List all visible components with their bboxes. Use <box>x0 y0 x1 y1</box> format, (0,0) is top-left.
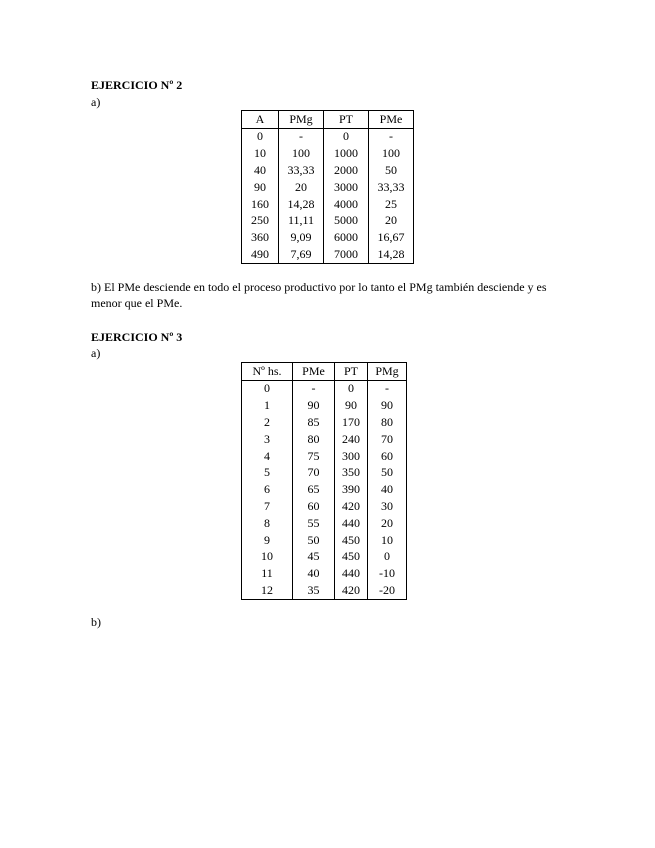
table-row <box>242 448 407 465</box>
table-cell: 4 <box>242 448 293 465</box>
table-row <box>242 213 414 230</box>
table-cell: 10 <box>242 146 279 163</box>
table-cell: 12 <box>242 582 293 599</box>
table-cell: 450 <box>335 549 368 566</box>
table-cell: 70 <box>293 465 335 482</box>
table-cell: 160 <box>242 196 279 213</box>
table-cell: 8 <box>242 515 293 532</box>
table-cell: 45 <box>293 549 335 566</box>
table-row <box>242 566 407 583</box>
table-cell: 40 <box>293 566 335 583</box>
exercise-2-table <box>241 110 414 264</box>
table-row <box>242 380 407 397</box>
table-cell: 6 <box>242 482 293 499</box>
table-cell: 20 <box>368 515 407 532</box>
exercise-2-part-a-label: a) <box>91 95 101 109</box>
table-cell: 0 <box>368 549 407 566</box>
table-cell: 350 <box>335 465 368 482</box>
table-cell: 40 <box>242 162 279 179</box>
table-row <box>242 398 407 415</box>
table-cell: 100 <box>279 146 324 163</box>
table-cell: 80 <box>293 431 335 448</box>
exercise-3-table-body <box>242 380 407 599</box>
exercise-2-title: EJERCICIO Nº 2 <box>91 78 183 92</box>
table-cell: 1 <box>242 398 293 415</box>
table-cell: 90 <box>293 398 335 415</box>
table-cell: 490 <box>242 246 279 263</box>
table-cell: 9 <box>242 532 293 549</box>
table-cell: 9,09 <box>279 230 324 247</box>
table-cell: 70 <box>368 431 407 448</box>
table-header-row <box>242 111 414 129</box>
table-cell: 7000 <box>324 246 369 263</box>
column-header: PT <box>335 363 368 381</box>
table-row <box>242 549 407 566</box>
table-row <box>242 414 407 431</box>
table-cell: 5 <box>242 465 293 482</box>
table-row <box>242 246 414 263</box>
table-row <box>242 162 414 179</box>
table-row <box>242 532 407 549</box>
table-cell: 25 <box>369 196 414 213</box>
table-cell: 250 <box>242 213 279 230</box>
table-cell: 30 <box>368 498 407 515</box>
table-cell: 85 <box>293 414 335 431</box>
table-cell: 170 <box>335 414 368 431</box>
exercise-3-table <box>241 362 407 600</box>
table-cell: 14,28 <box>279 196 324 213</box>
table-cell: 2 <box>242 414 293 431</box>
table-cell: 11,11 <box>279 213 324 230</box>
table-row <box>242 431 407 448</box>
table-row <box>242 582 407 599</box>
table-cell: 0 <box>242 380 293 397</box>
table-cell: 0 <box>242 128 279 145</box>
table-cell: 420 <box>335 582 368 599</box>
table-cell: 3000 <box>324 179 369 196</box>
table-row <box>242 515 407 532</box>
table-cell: 0 <box>335 380 368 397</box>
table-cell: 50 <box>293 532 335 549</box>
column-header: PMg <box>279 111 324 129</box>
table-cell: 440 <box>335 515 368 532</box>
column-header: PMe <box>369 111 414 129</box>
table-header-row <box>242 363 407 381</box>
table-cell: 35 <box>293 582 335 599</box>
table-cell: 300 <box>335 448 368 465</box>
table-cell: - <box>293 380 335 397</box>
column-header: PMe <box>293 363 335 381</box>
table-cell: 390 <box>335 482 368 499</box>
exercise-2-part-b-text: b) El PMe desciende en todo el proceso productivo por lo tanto el PMg también desciende y es menor que el PMe. <box>91 280 547 310</box>
table-cell: 80 <box>368 414 407 431</box>
table-cell: 65 <box>293 482 335 499</box>
table-cell: 1000 <box>324 146 369 163</box>
column-header: PT <box>324 111 369 129</box>
table-cell: 100 <box>369 146 414 163</box>
table-cell: 7 <box>242 498 293 515</box>
exercise-2-table-body <box>242 128 414 263</box>
table-cell: -20 <box>368 582 407 599</box>
table-cell: 420 <box>335 498 368 515</box>
table-cell: 0 <box>324 128 369 145</box>
table-row <box>242 498 407 515</box>
exercise-3-part-a-label: a) <box>91 346 101 360</box>
table-cell: 360 <box>242 230 279 247</box>
table-cell: 40 <box>368 482 407 499</box>
table-cell: 240 <box>335 431 368 448</box>
table-row <box>242 146 414 163</box>
table-cell: - <box>279 128 324 145</box>
table-row <box>242 482 407 499</box>
table-cell: 90 <box>368 398 407 415</box>
table-cell: 6000 <box>324 230 369 247</box>
table-cell: -10 <box>368 566 407 583</box>
table-cell: 20 <box>369 213 414 230</box>
table-cell: 4000 <box>324 196 369 213</box>
exercise-3-title: EJERCICIO Nº 3 <box>91 330 183 344</box>
table-row <box>242 465 407 482</box>
table-cell: 3 <box>242 431 293 448</box>
table-cell: 16,67 <box>369 230 414 247</box>
table-cell: 33,33 <box>369 179 414 196</box>
table-cell: 90 <box>242 179 279 196</box>
table-cell: 33,33 <box>279 162 324 179</box>
table-cell: 55 <box>293 515 335 532</box>
table-cell: 2000 <box>324 162 369 179</box>
table-row <box>242 230 414 247</box>
table-cell: 7,69 <box>279 246 324 263</box>
table-cell: 5000 <box>324 213 369 230</box>
column-header: Nº hs. <box>242 363 293 381</box>
table-cell: 14,28 <box>369 246 414 263</box>
exercise-3-part-b-label: b) <box>91 615 101 629</box>
table-cell: 60 <box>293 498 335 515</box>
table-cell: 450 <box>335 532 368 549</box>
column-header: PMg <box>368 363 407 381</box>
table-cell: 75 <box>293 448 335 465</box>
column-header: A <box>242 111 279 129</box>
table-cell: 50 <box>369 162 414 179</box>
table-cell: 11 <box>242 566 293 583</box>
table-cell: 90 <box>335 398 368 415</box>
table-cell: 10 <box>242 549 293 566</box>
table-cell: 440 <box>335 566 368 583</box>
table-cell: 60 <box>368 448 407 465</box>
table-cell: - <box>369 128 414 145</box>
table-cell: 20 <box>279 179 324 196</box>
table-cell: 50 <box>368 465 407 482</box>
table-cell: - <box>368 380 407 397</box>
table-row <box>242 196 414 213</box>
table-row <box>242 128 414 145</box>
table-cell: 10 <box>368 532 407 549</box>
table-row <box>242 179 414 196</box>
